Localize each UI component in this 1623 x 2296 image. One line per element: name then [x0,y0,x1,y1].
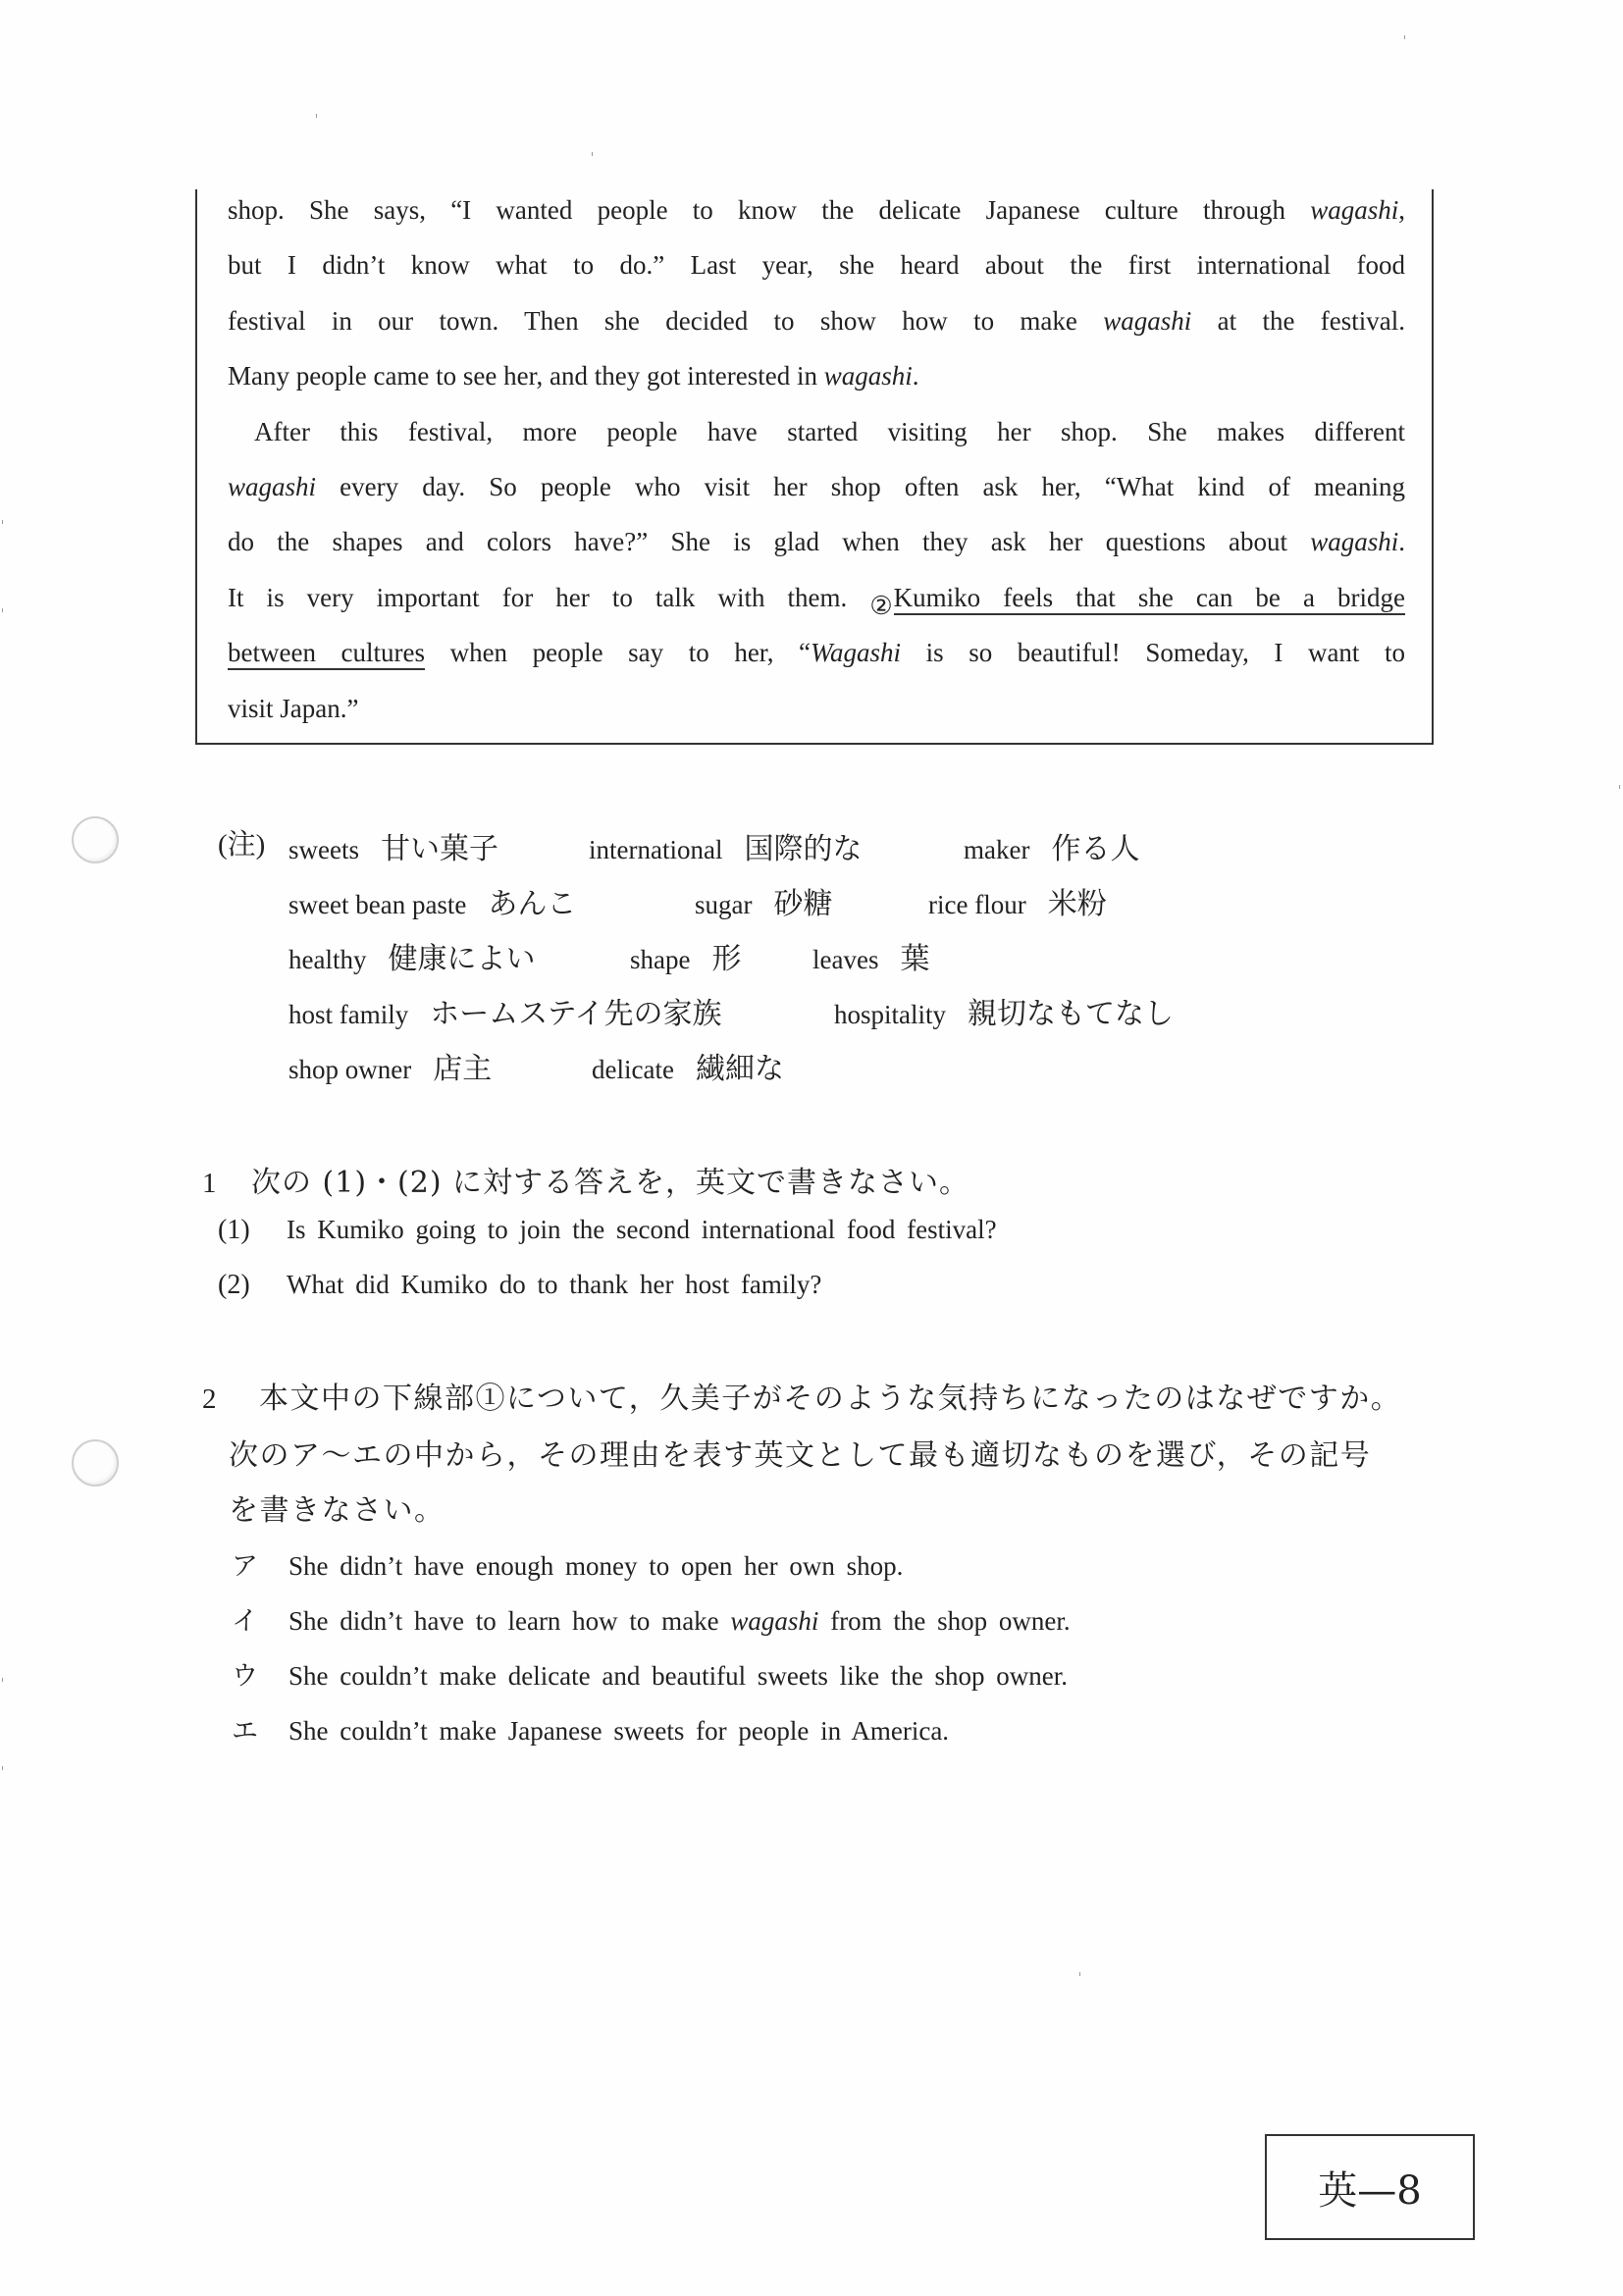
page-number-label: 英—8 [1318,2167,1422,2214]
passage-italic-wagashi: wagashi [1103,305,1192,336]
scan-speck [2,520,3,524]
note-term: host family [288,1000,409,1029]
passage-text-run: . [912,361,919,391]
passage-line [228,183,1405,237]
passage-italic-wagashi: Wagashi [811,638,902,668]
passage-line [228,459,1405,514]
choice-text: She couldn’t make Japanese sweets for people in America. [288,1716,950,1746]
note-translation: 繊細な [695,1052,784,1086]
choice-italic-wagashi: wagashi [730,1606,819,1636]
sub-question-text: What did Kumiko do to thank her host family? [287,1270,822,1299]
question-2-instruction-line [229,1431,1371,1474]
passage-box [195,189,1434,745]
passage-paragraph-2 [228,411,1405,743]
choice-text: She didn’t have enough money to open her own shop. [288,1551,904,1581]
passage-text-run: when people say to her, “ [449,638,812,668]
passage-text-run: , [1398,195,1406,225]
note-item [288,934,535,977]
note-item [834,989,1174,1032]
scan-speck [1079,1972,1080,1976]
note-term: rice flour [928,890,1026,919]
question-2-instruction-line [229,1486,445,1529]
passage-italic-wagashi: wagashi [1310,527,1399,557]
sub-question-number: (2) [218,1270,250,1300]
note-term: shop owner [288,1055,412,1084]
scan-speck [2,1678,3,1682]
note-item [288,989,722,1032]
note-term: sugar [695,890,753,919]
passage-line [228,570,1405,625]
note-item [695,879,832,922]
note-term: sweets [288,835,359,864]
punch-hole-bottom [72,1439,119,1487]
passage-text-run: every day. So people who visit her shop often ask her, “What kind of meaning [340,471,1406,501]
notes-label: (注) [218,829,266,861]
question-instruction: 次の (1)・(2) に対する答えを，英文で書きなさい。 [251,1166,970,1200]
choice-label: ア [232,1551,258,1582]
note-term: leaves [812,945,879,974]
question-1 [202,1158,969,1201]
passage-line [228,348,1405,403]
note-translation: あんこ [488,887,577,921]
scan-speck [2,608,3,612]
note-item [589,824,862,867]
sub-question-1 [218,1215,997,1246]
note-translation: 砂糖 [773,887,833,921]
choice-text: She couldn’t make delicate and beautiful sweets like the shop owner. [288,1661,1069,1691]
passage-italic-wagashi: wagashi [1310,195,1399,225]
passage-text-run: . [1398,527,1405,557]
underlined-passage-2: Kumiko feels that she can be a bridge [894,583,1405,615]
scan-speck [1404,35,1405,39]
choice-i [232,1599,1071,1638]
note-item [964,824,1139,867]
note-translation: 親切なもてなし [968,997,1174,1031]
note-term: shape [630,945,691,974]
note-item [812,934,929,977]
passage-text-run: at the festival. [1217,305,1406,336]
passage-text-run: is so beautiful! Someday, I want to [925,638,1406,668]
question-1-heading [202,1158,969,1201]
underline-marker-2: ② [869,591,893,620]
scan-speck [592,152,593,156]
choice-text: She didn’t have to learn how to make [288,1606,719,1636]
note-term: international [589,835,723,864]
passage-text-run: After this festival, more people have started visiting her shop. She makes different [254,416,1405,446]
choice-e [232,1709,949,1748]
sub-question-text: Is Kumiko going to join the second international food festival? [287,1215,997,1244]
note-item [288,879,576,922]
passage-text-run: but I didn’t know what to do.” Last year, she heard about the first international food [228,250,1405,281]
passage-text-run: visit Japan.” [228,693,359,723]
choice-label: ウ [232,1661,258,1692]
choice-a [232,1544,903,1583]
question-instruction: 本文中の下線部①について，久美子がそのような気持ちになったのはなぜですか。 [259,1382,1402,1416]
note-item [928,879,1107,922]
note-item [288,1044,492,1087]
passage-text-run: festival in our town. Then she decided to show how to make [228,305,1077,336]
passage-italic-wagashi: wagashi [228,471,317,501]
choice-label: イ [232,1606,258,1637]
note-translation: 形 [711,942,742,976]
question-instruction: 次のア～エの中から，その理由を表す英文として最も適切なものを選び，その記号 [229,1438,1372,1473]
choice-text: from the shop owner. [830,1606,1071,1636]
note-translation: 店主 [433,1052,493,1086]
scan-speck [1619,785,1620,789]
question-number: 2 [202,1383,218,1415]
note-term: maker [964,835,1030,864]
note-term: sweet bean paste [288,890,467,919]
note-translation: 米粉 [1047,887,1107,921]
page-number-box [1265,2134,1475,2240]
note-item [288,824,498,867]
question-2-heading [202,1374,1401,1417]
passage-line [228,237,1405,292]
note-translation: 作る人 [1051,832,1140,866]
passage-italic-wagashi: wagashi [823,361,913,391]
underlined-passage-2-cont: between cultures [228,638,425,670]
note-item [630,934,741,977]
choice-u [232,1654,1068,1693]
passage-text-run: Many people came to see her, and they got interested in [228,361,817,391]
note-translation: 国際的な [744,832,863,866]
note-translation: 甘い菓子 [380,832,498,866]
passage-line [228,625,1405,680]
passage-line [228,404,1405,459]
note-item [592,1044,784,1087]
scan-speck [316,114,317,118]
question-number: 1 [202,1168,218,1199]
passage-text-run: It is very important for her to talk with them. [228,582,848,612]
passage-text [228,189,1405,743]
note-translation: 健康によい [388,942,536,976]
note-translation: 葉 [900,942,930,976]
passage-text-run: do the shapes and colors have?” She is glad when they ask her questions about [228,527,1287,557]
choice-label: エ [232,1716,258,1747]
passage-line [228,681,1405,736]
question-instruction: を書きなさい。 [229,1493,445,1528]
passage-paragraph-1 [228,189,1405,411]
scan-speck [2,1766,3,1770]
sub-question-number: (1) [218,1215,250,1245]
note-translation: ホームステイ先の家族 [430,997,722,1031]
sub-question-2 [218,1270,821,1301]
note-term: healthy [288,945,367,974]
passage-text-run: shop. She says, “I wanted people to know the delicate Japanese culture through [228,195,1285,225]
passage-line [228,514,1405,569]
punch-hole-top [72,816,119,863]
passage-line [228,293,1405,348]
note-term: hospitality [834,1000,946,1029]
note-term: delicate [592,1055,674,1084]
